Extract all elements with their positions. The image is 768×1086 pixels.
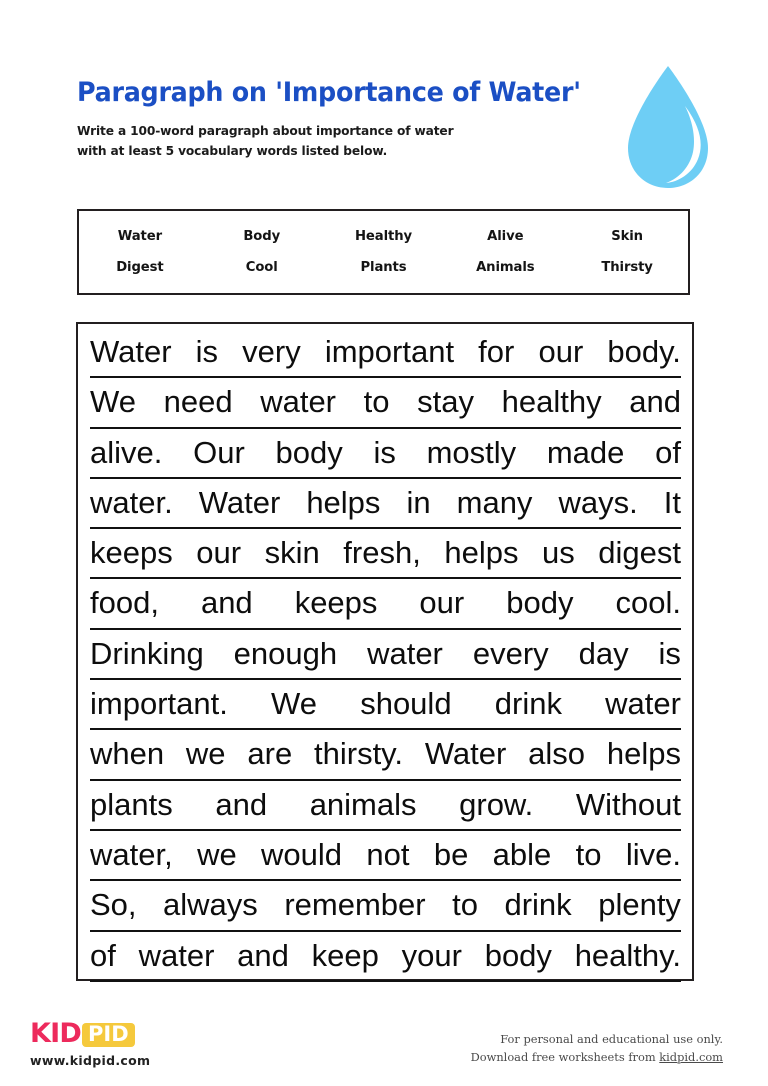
vocabulary-box: [77, 209, 690, 295]
answer-word: our: [419, 585, 465, 621]
answer-word: body: [506, 585, 574, 621]
answer-line-text: [90, 529, 681, 576]
answer-line-text: [90, 429, 681, 476]
logo-url: www.kidpid.com: [30, 1053, 151, 1068]
answer-word: food,: [90, 585, 159, 621]
answer-word: water: [367, 635, 443, 671]
answer-word: our: [538, 334, 584, 369]
answer-word: It: [663, 484, 681, 520]
answer-word: plenty: [598, 887, 681, 923]
answer-word: keep: [311, 937, 379, 973]
answer-word: is: [658, 635, 681, 671]
answer-word: water: [605, 686, 681, 722]
answer-word: us: [541, 535, 575, 571]
ruled-line: [90, 429, 681, 479]
vocabulary-row: [79, 229, 688, 244]
logo-wordmark: [30, 1018, 245, 1049]
answer-word: and: [200, 585, 253, 621]
answer-line-text: [90, 378, 681, 425]
answer-line-text: [90, 831, 681, 878]
vocabulary-word: Cool: [245, 260, 278, 275]
answer-word: in: [406, 484, 431, 520]
answer-line-text: [90, 932, 681, 979]
answer-word: able: [492, 836, 552, 872]
answer-word: would: [261, 836, 343, 872]
answer-line-text: [90, 579, 681, 626]
answer-word: stay: [417, 384, 475, 420]
vocabulary-word: Plants: [360, 260, 407, 275]
ruled-line: [90, 831, 681, 881]
answer-word: animals: [309, 786, 417, 822]
answer-word: of: [90, 937, 116, 973]
answer-word: important: [324, 334, 455, 369]
answer-word: keeps: [294, 585, 378, 621]
ruled-line: [90, 579, 681, 629]
answer-word: Water: [90, 334, 172, 369]
answer-word: Drinking: [90, 635, 204, 671]
instructions-line-2: with at least 5 vocabulary words listed below.: [77, 142, 388, 158]
answer-word: are: [247, 736, 293, 772]
page-title: Paragraph on 'Importance of Water': [77, 77, 581, 108]
answer-word: live.: [625, 836, 681, 872]
answer-word: important.: [90, 686, 228, 722]
answer-word: drink: [494, 686, 562, 722]
answer-word: need: [163, 384, 233, 420]
answer-word: keeps: [90, 535, 173, 571]
footer-note-line-2: [471, 1049, 723, 1067]
answer-word: our: [196, 535, 242, 571]
answer-word: We: [271, 686, 317, 722]
vocabulary-word: Alive: [487, 229, 524, 244]
answer-word: always: [163, 887, 258, 923]
answer-word: fresh,: [343, 535, 421, 571]
vocabulary-word: Water: [117, 229, 163, 244]
answer-word: should: [360, 686, 452, 722]
ruled-line: [90, 932, 681, 982]
writing-answer-box[interactable]: [76, 322, 694, 981]
vocabulary-word: Digest: [116, 260, 164, 275]
ruled-line: [90, 328, 681, 378]
answer-word: and: [237, 937, 289, 973]
answer-word: mostly: [426, 434, 517, 470]
answer-word: alive.: [90, 434, 163, 470]
answer-word: is: [373, 434, 396, 470]
answer-word: to: [575, 836, 602, 872]
ruled-line: [90, 730, 681, 780]
answer-word: water: [260, 384, 337, 420]
answer-line-text: [90, 881, 681, 928]
answer-word: ways.: [558, 484, 638, 520]
answer-word: drink: [504, 887, 572, 923]
answer-word: your: [401, 937, 462, 973]
logo-text-pid: PID: [82, 1023, 135, 1047]
instructions: [77, 121, 673, 161]
ruled-line: [90, 479, 681, 529]
answer-word: cool.: [615, 585, 681, 621]
vocabulary-row: [79, 260, 688, 275]
answer-word: of: [655, 434, 681, 470]
answer-word: body.: [607, 334, 681, 369]
answer-word: we: [197, 836, 237, 872]
ruled-line: [90, 781, 681, 831]
ruled-line: [90, 630, 681, 680]
answer-line-text: [90, 730, 681, 777]
answer-word: healthy: [501, 384, 602, 420]
answer-word: is: [195, 334, 219, 369]
answer-word: helps: [444, 535, 519, 571]
answer-word: grow.: [459, 786, 534, 822]
footer-note-line-1: For personal and educational use only.: [500, 1032, 723, 1046]
answer-word: to: [363, 384, 390, 420]
answer-word: helps: [306, 484, 381, 520]
kidpid-logo[interactable]: [30, 1018, 245, 1076]
answer-line-text: [90, 630, 681, 677]
logo-text-kid: KID: [30, 1018, 81, 1049]
answer-word: every: [472, 635, 549, 671]
answer-word: So,: [90, 887, 137, 923]
answer-word: also: [528, 736, 586, 772]
vocabulary-word: Thirsty: [601, 260, 653, 275]
ruled-line: [90, 378, 681, 428]
answer-word: digest: [598, 535, 681, 571]
answer-word: helps: [606, 736, 681, 772]
answer-word: plants: [90, 786, 173, 822]
answer-word: body: [275, 434, 343, 470]
worksheet-header: [77, 78, 691, 203]
water-droplet-icon: [622, 62, 714, 192]
answer-word: made: [546, 434, 625, 470]
answer-line-text: [90, 781, 681, 828]
answer-word: to: [452, 887, 478, 923]
answer-word: Without: [575, 786, 681, 822]
answer-word: be: [433, 836, 469, 872]
answer-word: enough: [233, 635, 338, 671]
answer-line-text: [90, 680, 681, 727]
answer-word: for: [478, 334, 515, 369]
vocabulary-word: Skin: [611, 229, 643, 244]
kidpid-link[interactable]: kidpid.com: [659, 1049, 723, 1064]
answer-word: healthy.: [574, 937, 681, 973]
ruled-line: [90, 680, 681, 730]
answer-word: thirsty.: [314, 736, 403, 772]
vocabulary-word: Animals: [476, 260, 535, 275]
footer-note-prefix: Download free worksheets from: [470, 1049, 660, 1064]
vocabulary-word: Healthy: [354, 229, 412, 244]
answer-word: not: [366, 836, 410, 872]
answer-word: Our: [193, 434, 245, 470]
answer-line-text: [90, 479, 681, 526]
instructions-line-1: Write a 100-word paragraph about importance of water: [77, 122, 454, 138]
answer-word: remember: [284, 887, 426, 923]
answer-word: and: [629, 384, 681, 420]
answer-word: water: [138, 937, 215, 973]
answer-word: We: [90, 384, 136, 420]
answer-word: water,: [90, 836, 173, 872]
vocabulary-word: Body: [243, 229, 281, 244]
answer-word: when: [90, 736, 165, 772]
answer-word: Water: [198, 484, 281, 520]
footer-note: [471, 1031, 723, 1066]
ruled-line: [90, 529, 681, 579]
answer-word: many: [456, 484, 533, 520]
ruled-line: [90, 881, 681, 931]
answer-line-text: [90, 328, 681, 375]
answer-word: and: [215, 786, 268, 822]
answer-word: Water: [424, 736, 507, 772]
answer-word: skin: [264, 535, 320, 571]
answer-word: day: [578, 635, 629, 671]
answer-word: we: [185, 736, 226, 772]
answer-word: water.: [90, 484, 173, 520]
answer-word: body: [484, 937, 552, 973]
answer-word: very: [242, 334, 301, 369]
